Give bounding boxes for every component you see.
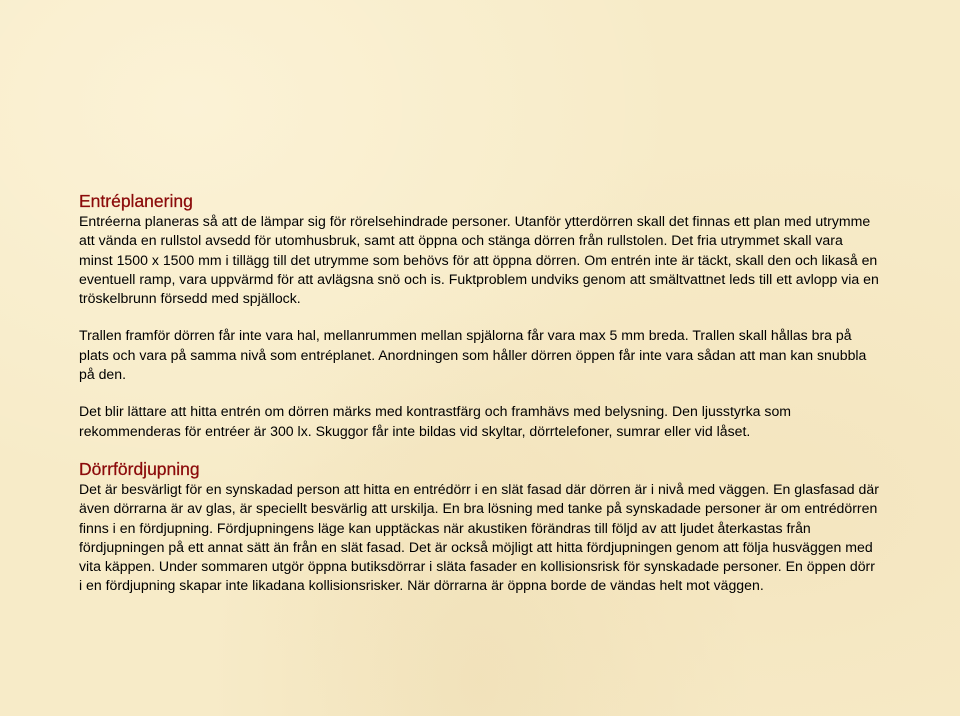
paragraph-spacer (79, 308, 879, 326)
slide-content (79, 190, 879, 596)
heading-dorrfordjupning: Dörrfördjupning (79, 458, 200, 479)
paragraph-entreplanering-1: Entréerna planeras så att de lämpar sig för rörelsehindrade personer. Utanför ytterdörren skall det finnas ett plan med utrymme att vända en rullstol avsedd för utomhusbruk, samt att öppna och stänga dörren från rullstolen. Det fria utrymmet skall vara minst 1500 x 1500 mm i tillägg till det utrymme som behövs för att öppna dörren. Om entrén inte är täckt, skall den och likaså en eventuell ramp, vara uppvärmd för att avlägsna snö och is. Fuktproblem undviks genom att smältvattnet leds till ett avlopp via en tröskelbrunn försedd med spjällock. (79, 213, 879, 307)
paragraph-spacer (79, 384, 879, 402)
paragraph-entreplanering-3: Det blir lättare att hitta entrén om dörren märks med kontrastfärg och framhävs med belysning. Den ljusstyrka som rekommenderas för entréer är 300 lx. Skuggor får inte bildas vid skyltar, dörrtelefoner, sumrar eller vid låset. (79, 403, 792, 439)
section-dorrfordjupning (79, 458, 879, 596)
paragraph-entreplanering-2: Trallen framför dörren får inte vara hal, mellanrummen mellan spjälorna får vara max 5 mm breda. Trallen skall hållas bra på plats och vara på samma nivå som entréplanet. Anordningen som håller dörren öppen får inte vara sådan att man kan snubbla på den. (79, 327, 867, 383)
section-entreplanering (79, 190, 879, 441)
paragraph-dorrfordjupning-1: Det är besvärligt för en synskadad person att hitta en entrédörr i en slät fasad där dörren är i nivå med väggen. En glasfasad där även dörrarna är av glas, är speciellt besvärlig att urskilja. En bra lösning med tanke på synskadade personer är om entrédörren finns i en fördjupning. Fördjupningens läge kan upptäckas när akustiken förändras till följd av att ljudet återkastas från fördjupningen på ett annat sätt än från en slät fasad. Det är också möjligt att hitta fördjupningen genom att följa husväggen med vita käppen. Under sommaren utgör öppna butiksdörrar i släta fasader en kollisionsrisk för synskadade personer. En öppen dörr i en fördjupning skapar inte likadana kollisionsrisker. När dörrarna är öppna borde de vändas helt mot väggen. (79, 480, 879, 594)
heading-entreplanering: Entréplanering (79, 191, 193, 211)
